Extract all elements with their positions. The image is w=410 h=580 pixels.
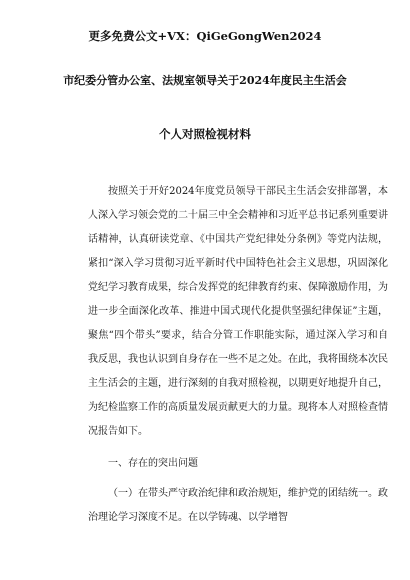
document-subtitle: 个人对照检视材料 [159,127,251,141]
section-heading: 一、存在的突出问题 [108,458,198,469]
document-title: 市纪委分管办公室、法规室领导关于2024年度民主生活会 [63,74,347,87]
body-paragraph: （一）在带头严守政治纪律和政治规矩，维护党的团结统一。政治理论学习深度不足。在以学铸魂、以学增智 [88,488,388,523]
body-paragraph: 按照关于开好2024年度党员领导干部民主生活会安排部署，本人深入学习领会党的二十届三中全会精神和习近平总书记系列重要讲话精神，认真研读党章、《中国共产党纪律处分条例》等党内法规，紧扣“深入学习贯彻习近平新时代中国特色社会主义思想，巩固深化党纪学习教育成果，综合发挥党的纪律教育约束、保障激励作用，为进一步全面深化改革、推进中国式现代化提供坚强纪律保证”主题，聚焦“四个带头”要求，结合分管工作职能实际，通过深入学习和自我反思，我也认识到自身存在一些不足之处。在此，我将围绕本次民主生活会的主题，进行深刻的自我对照检视，以期更好地提升自己，为纪检监察工作的高质量发展贡献更大的力量。现将本人对照检查情况报告如下。 [88,186,388,437]
document-body [88,180,388,530]
watermark-text: 更多免费公文+VX：QiGeGongWen2024 [88,29,322,43]
